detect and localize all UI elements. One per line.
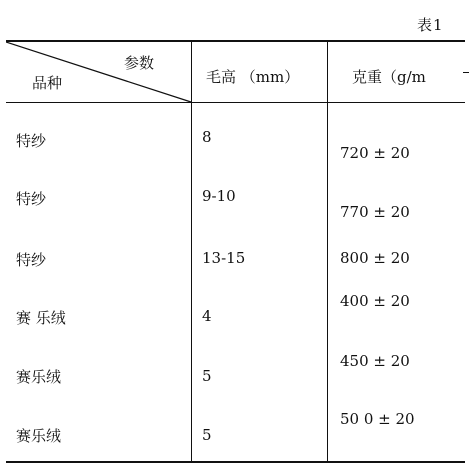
column-divider-1 <box>191 42 192 461</box>
row-6-variety: 赛乐绒 <box>16 427 62 445</box>
column-divider-2 <box>327 42 328 461</box>
row-3-weight: 800 ± 20 <box>340 249 410 267</box>
header-weight: 克重（g/m <box>352 68 426 86</box>
row-4-weight: 400 ± 20 <box>340 292 410 310</box>
row-6-pile-height: 5 <box>202 426 212 444</box>
row-1-variety: 特纱 <box>16 132 47 150</box>
row-1-weight: 720 ± 20 <box>340 144 410 162</box>
row-3-variety: 特纱 <box>16 251 47 269</box>
row-2-pile-height: 9-10 <box>202 187 236 205</box>
row-5-weight: 450 ± 20 <box>340 352 410 370</box>
header-edge-tick <box>463 72 469 73</box>
row-4-pile-height: 4 <box>202 307 212 325</box>
row-1-pile-height: 8 <box>202 128 212 146</box>
row-4-variety: 赛 乐绒 <box>16 309 66 327</box>
row-5-pile-height: 5 <box>202 367 212 385</box>
row-3-pile-height: 13-15 <box>202 249 246 267</box>
data-table <box>6 40 465 463</box>
header-pile-height: 毛高 （mm） <box>206 68 300 86</box>
row-6-weight: 50 0 ± 20 <box>340 410 415 428</box>
header-param-label: 参数 <box>124 54 155 72</box>
table-caption: 表1 <box>417 16 444 34</box>
row-2-variety: 特纱 <box>16 190 47 208</box>
row-5-variety: 赛乐绒 <box>16 368 62 386</box>
header-variety-label: 品种 <box>32 74 63 92</box>
row-2-weight: 770 ± 20 <box>340 203 410 221</box>
